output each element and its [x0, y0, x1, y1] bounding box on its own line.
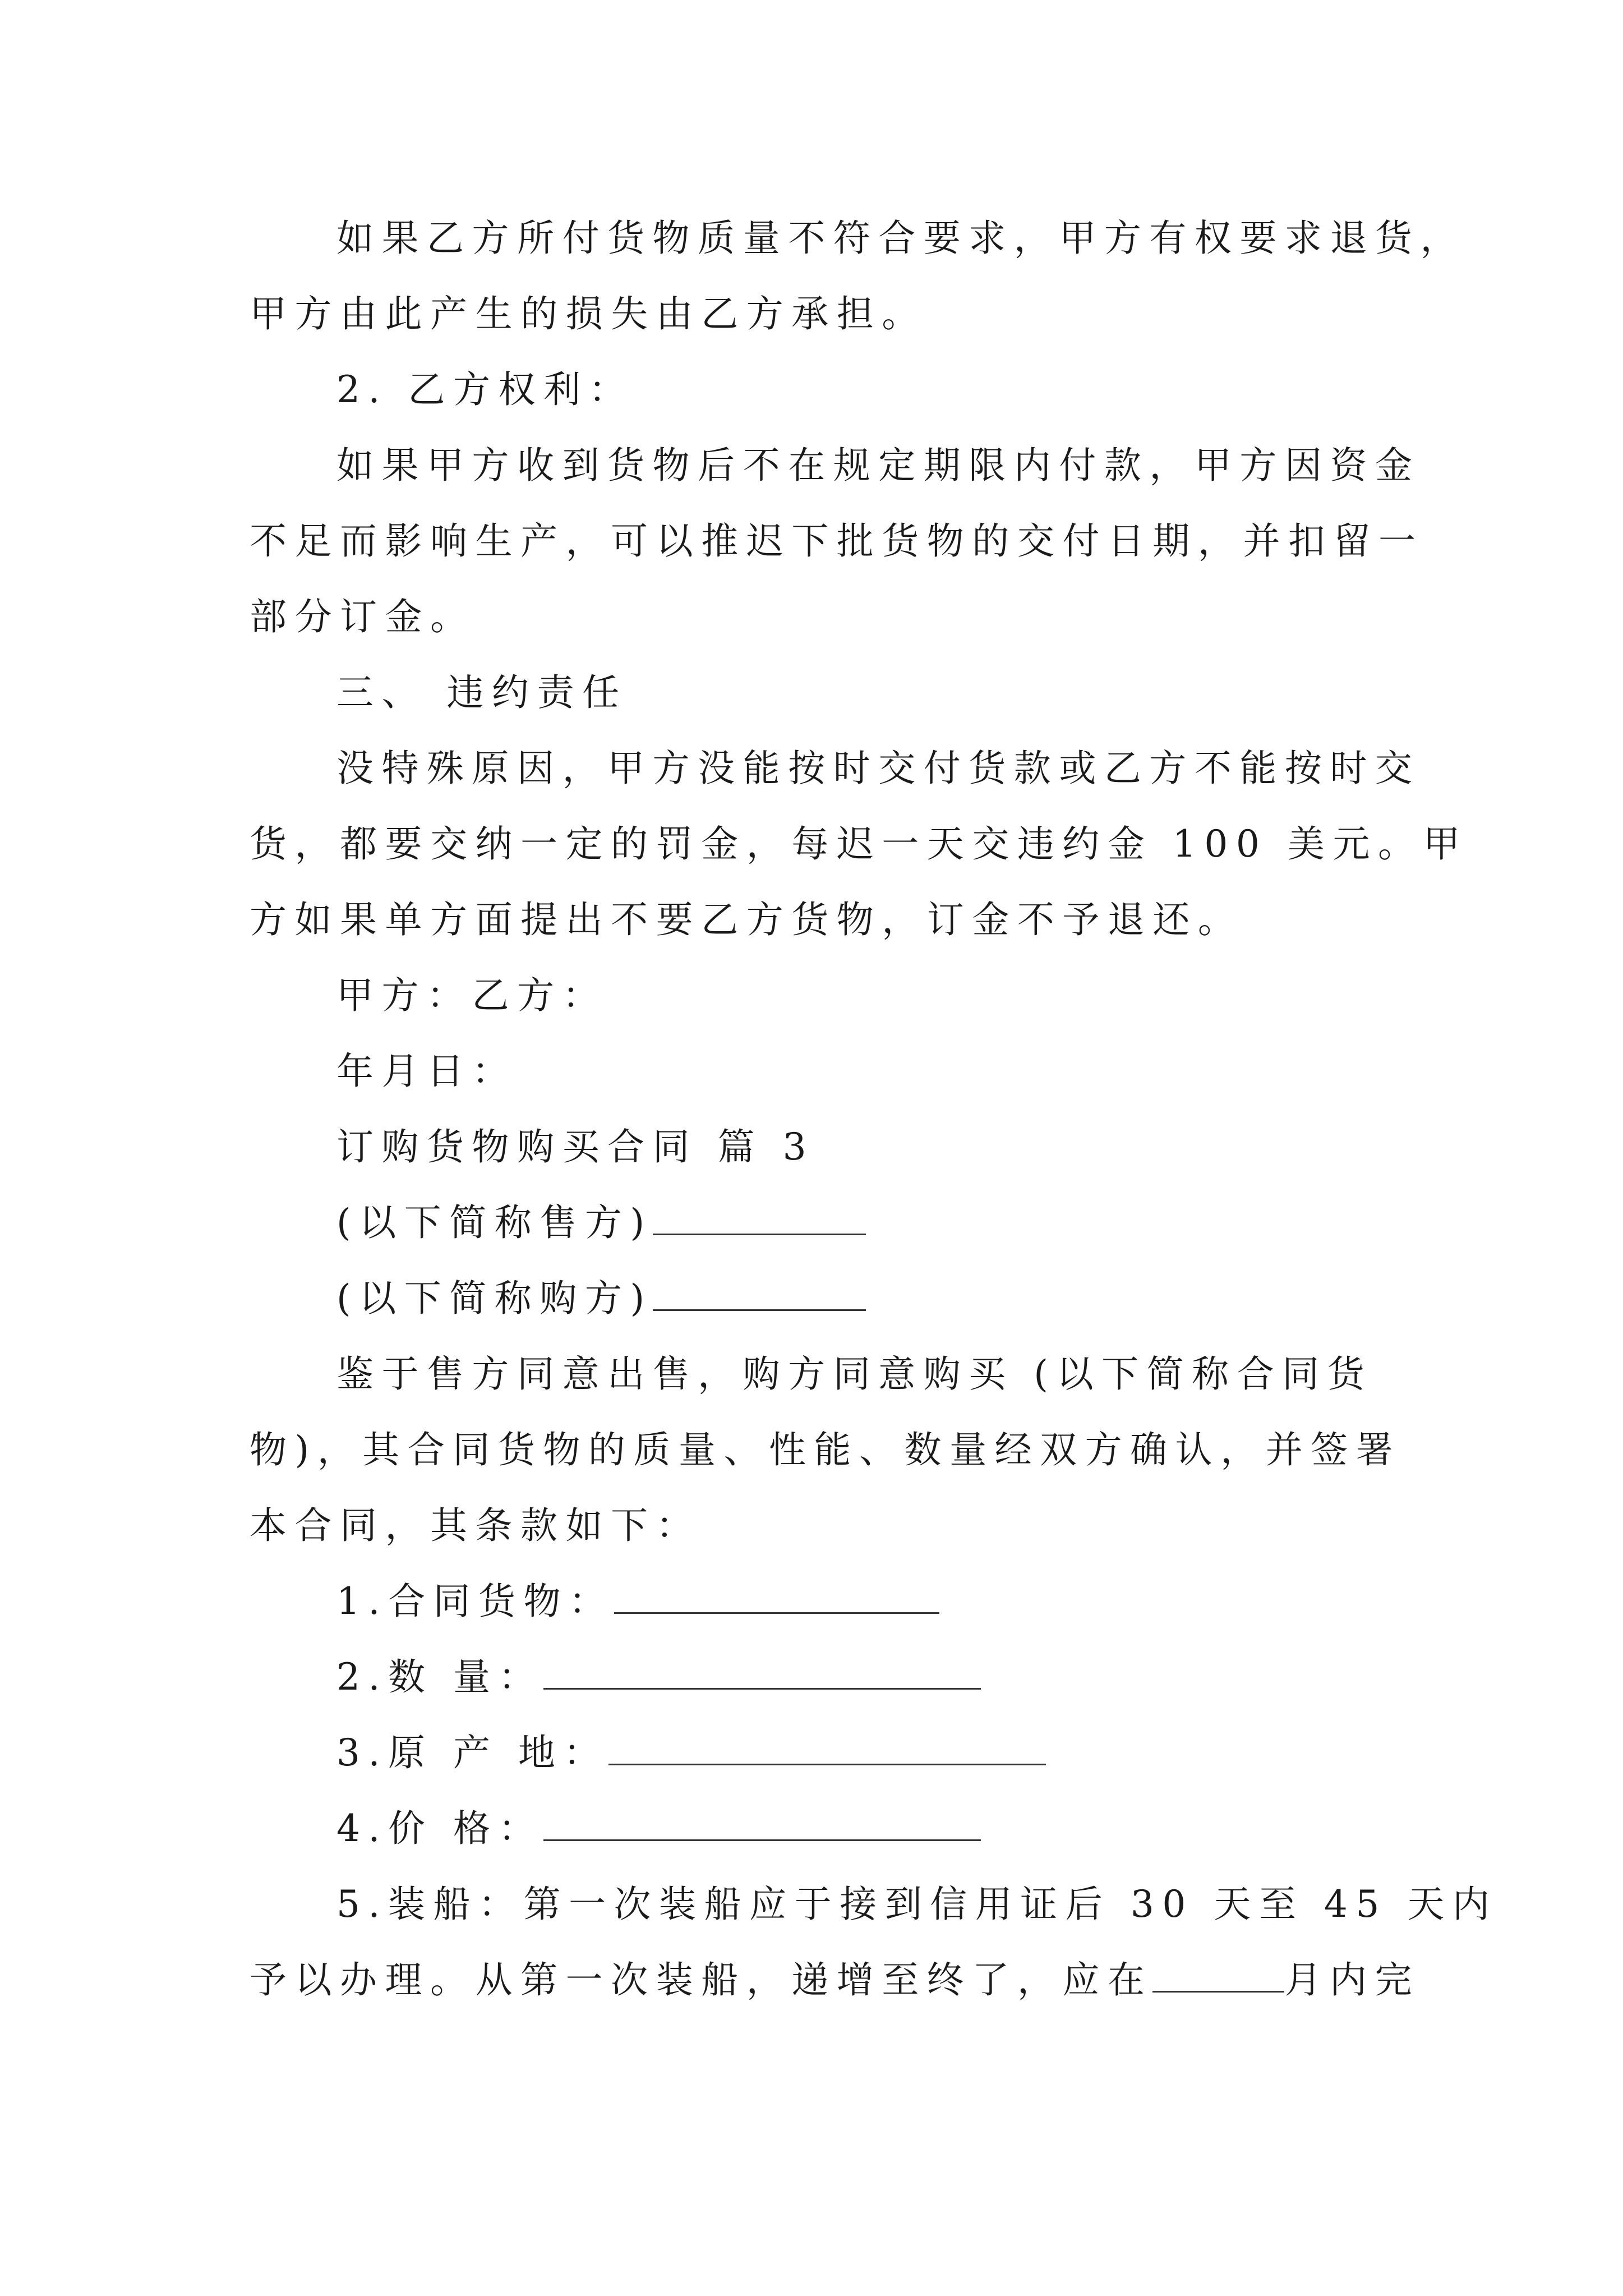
paragraph-preamble-cont: 物)，其合同货物的质量、性能、数量经双方确认，并签署	[250, 1428, 1401, 1471]
field-contract-goods-label: 1.合同货物：	[336, 1580, 614, 1623]
field-quantity	[336, 1652, 981, 1703]
item-party-b-rights-heading: 2. 乙方权利：	[336, 368, 634, 411]
field-price-blank[interactable]	[543, 1806, 981, 1841]
field-quantity-label: 2.数 量：	[336, 1655, 544, 1699]
field-contract-goods-blank[interactable]	[614, 1579, 939, 1614]
section-breach-heading: 三、 违约责任	[336, 671, 628, 714]
contract-title: 订购货物购买合同 篇 3	[336, 1125, 815, 1168]
buyer-line	[336, 1273, 866, 1324]
seller-blank[interactable]	[653, 1200, 866, 1235]
field-price	[336, 1803, 981, 1854]
field-origin-label: 3.原 产 地：	[336, 1731, 609, 1774]
buyer-blank[interactable]	[653, 1276, 866, 1311]
paragraph-breach-clause: 没特殊原因，甲方没能按时交付货款或乙方不能按时交	[336, 747, 1421, 790]
paragraph-payment-clause-cont: 不足而影响生产，可以推迟下批货物的交付日期，并扣留一	[250, 519, 1424, 563]
field-origin-blank[interactable]	[608, 1730, 1046, 1765]
seller-label: (以下简称售方)	[336, 1201, 653, 1244]
signature-parties: 甲方：乙方：	[336, 974, 608, 1017]
field-contract-goods	[336, 1576, 939, 1627]
paragraph-quality-clause: 如果乙方所付货物质量不符合要求，甲方有权要求退货，	[336, 217, 1465, 260]
field-quantity-blank[interactable]	[543, 1654, 981, 1690]
signature-date: 年月日：	[336, 1050, 518, 1093]
paragraph-breach-clause-cont: 货，都要交纳一定的罚金，每迟一天交违约金 100 美元。甲	[250, 822, 1469, 866]
shipment-text-b: 月内完	[1284, 1958, 1420, 2001]
shipment-months-blank[interactable]	[1152, 1957, 1284, 1993]
paragraph-preamble: 鉴于售方同意出售，购方同意购买 (以下简称合同货	[336, 1352, 1373, 1396]
field-origin	[336, 1728, 1046, 1778]
paragraph-quality-clause-cont: 甲方由此产生的损失由乙方承担。	[250, 292, 927, 335]
paragraph-breach-clause-end: 方如果单方面提出不要乙方货物，订金不予退还。	[250, 898, 1243, 941]
paragraph-shipment: 5.装船：第一次装船应于接到信用证后 30 天至 45 天内	[336, 1883, 1498, 1926]
seller-line	[336, 1198, 866, 1248]
buyer-label: (以下简称购方)	[336, 1277, 653, 1320]
paragraph-shipment-cont	[250, 1955, 1420, 2005]
paragraph-payment-clause-end: 部分订金。	[250, 595, 476, 638]
field-price-label: 4.价 格：	[336, 1807, 544, 1850]
paragraph-payment-clause: 如果甲方收到货物后不在规定期限内付款，甲方因资金	[336, 444, 1421, 487]
shipment-text-a: 予以办理。从第一次装船，递增至终了，应在	[250, 1958, 1153, 2001]
paragraph-preamble-end: 本合同，其条款如下：	[250, 1504, 702, 1547]
